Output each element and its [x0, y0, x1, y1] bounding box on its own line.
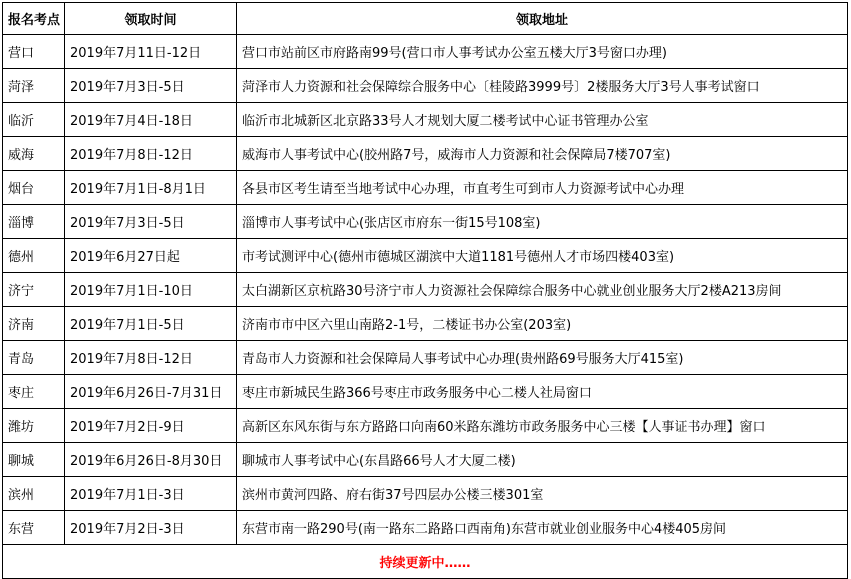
table-row [3, 273, 848, 307]
cell-address: 济南市市中区六里山南路2-1号，二楼证书办公室(203室) [237, 307, 848, 341]
cell-site: 济宁 [3, 273, 65, 307]
cell-address: 枣庄市新城民生路366号枣庄市政务服务中心二楼人社局窗口 [237, 375, 848, 409]
cell-site: 聊城 [3, 443, 65, 477]
cell-site: 临沂 [3, 103, 65, 137]
table-row [3, 103, 848, 137]
cell-site: 菏泽 [3, 69, 65, 103]
cell-address: 东营市南一路290号(南一路东二路路口西南角)东营市就业创业服务中心4楼405房间 [237, 511, 848, 545]
cell-site: 威海 [3, 137, 65, 171]
cell-site: 东营 [3, 511, 65, 545]
header-site: 报名考点 [3, 3, 65, 35]
table-row [3, 511, 848, 545]
table-row [3, 409, 848, 443]
cell-address: 菏泽市人力资源和社会保障综合服务中心〔桂陵路3999号〕2楼服务大厅3号人事考试窗口 [237, 69, 848, 103]
table-row [3, 477, 848, 511]
cell-address: 滨州市黄河四路、府右街37号四层办公楼三楼301室 [237, 477, 848, 511]
cell-site: 济南 [3, 307, 65, 341]
table-row [3, 137, 848, 171]
cell-site: 潍坊 [3, 409, 65, 443]
cell-address: 威海市人事考试中心(胶州路7号，威海市人力资源和社会保障局7楼707室) [237, 137, 848, 171]
footer-row [3, 545, 848, 579]
table-row [3, 239, 848, 273]
cell-address: 太白湖新区京杭路30号济宁市人力资源社会保障综合服务中心就业创业服务大厅2楼A213房间 [237, 273, 848, 307]
cell-time: 2019年7月8日-12日 [65, 341, 237, 375]
cell-site: 青岛 [3, 341, 65, 375]
cell-address: 高新区东风东街与东方路路口向南60米路东潍坊市政务服务中心三楼【人事证书办理】窗口 [237, 409, 848, 443]
cell-time: 2019年7月3日-5日 [65, 69, 237, 103]
cell-site: 枣庄 [3, 375, 65, 409]
table-row [3, 443, 848, 477]
table-row [3, 171, 848, 205]
table-row [3, 69, 848, 103]
cell-site: 滨州 [3, 477, 65, 511]
cell-time: 2019年7月1日-8月1日 [65, 171, 237, 205]
header-address: 领取地址 [237, 3, 848, 35]
cell-time: 2019年6月26日-8月30日 [65, 443, 237, 477]
cell-address: 青岛市人力资源和社会保障局人事考试中心办理(贵州路69号服务大厅415室) [237, 341, 848, 375]
cell-site: 德州 [3, 239, 65, 273]
table-row [3, 307, 848, 341]
table-row [3, 341, 848, 375]
table-body [3, 35, 848, 545]
cell-site: 烟台 [3, 171, 65, 205]
table-row [3, 35, 848, 69]
table-row [3, 375, 848, 409]
cell-time: 2019年7月3日-5日 [65, 205, 237, 239]
cell-time: 2019年7月11日-12日 [65, 35, 237, 69]
header-row [3, 3, 848, 35]
cell-time: 2019年6月27日起 [65, 239, 237, 273]
cell-time: 2019年7月4日-18日 [65, 103, 237, 137]
cell-time: 2019年6月26日-7月31日 [65, 375, 237, 409]
certificate-pickup-table-container [2, 2, 848, 579]
cell-time: 2019年7月2日-9日 [65, 409, 237, 443]
header-time: 领取时间 [65, 3, 237, 35]
cell-time: 2019年7月1日-10日 [65, 273, 237, 307]
cell-address: 临沂市北城新区北京路33号人才规划大厦二楼考试中心证书管理办公室 [237, 103, 848, 137]
footer-note: 持续更新中…… [3, 545, 848, 579]
cell-address: 淄博市人事考试中心(张店区市府东一街15号108室) [237, 205, 848, 239]
certificate-pickup-table [2, 2, 848, 579]
cell-address: 市考试测评中心(德州市德城区湖滨中大道1181号德州人才市场四楼403室) [237, 239, 848, 273]
cell-time: 2019年7月8日-12日 [65, 137, 237, 171]
cell-address: 各县市区考生请至当地考试中心办理，市直考生可到市人力资源考试中心办理 [237, 171, 848, 205]
cell-site: 淄博 [3, 205, 65, 239]
table-row [3, 205, 848, 239]
cell-address: 营口市站前区市府路南99号(营口市人事考试办公室五楼大厅3号窗口办理) [237, 35, 848, 69]
table-header [3, 3, 848, 35]
cell-address: 聊城市人事考试中心(东昌路66号人才大厦二楼) [237, 443, 848, 477]
cell-time: 2019年7月1日-5日 [65, 307, 237, 341]
cell-time: 2019年7月1日-3日 [65, 477, 237, 511]
cell-time: 2019年7月2日-3日 [65, 511, 237, 545]
cell-site: 营口 [3, 35, 65, 69]
